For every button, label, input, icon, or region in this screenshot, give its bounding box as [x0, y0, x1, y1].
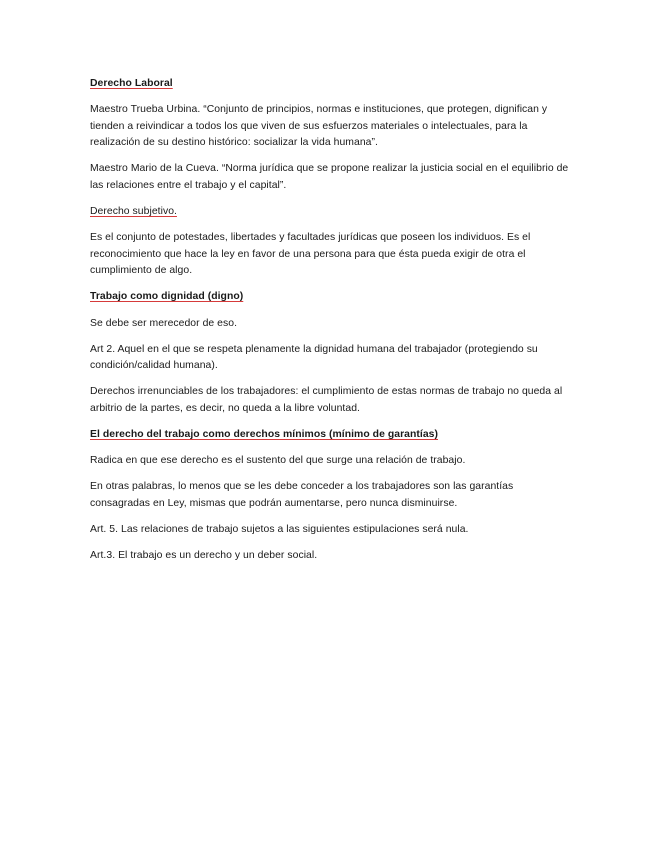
paragraph-trueba-urbina: Maestro Trueba Urbina. “Conjunto de principios, normas e instituciones, que protegen, dignifican y tienden a reivindicar a todos los que viven de sus esfuerzos materiales o intelectuales, para la realización de su destino histórico: socializar la vida humana”.	[90, 104, 548, 149]
paragraph-mario-de-la-cueva: Maestro Mario de la Cueva. “Norma jurídica que se propone realizar la justicia social en el equilibrio de las relaciones entre el trabajo y el capital”.	[90, 163, 569, 191]
heading-trabajo-dignidad: Trabajo como dignidad (digno)	[90, 291, 244, 303]
paragraph-radica: Radica en que ese derecho es el sustento del que surge una relación de trabajo.	[90, 455, 466, 467]
paragraph-art-2: Art 2. Aquel en el que se respeta plenamente la dignidad humana del trabajador (protegiendo su condición/calidad humana).	[90, 343, 538, 372]
paragraph-merecedor: Se debe ser merecedor de eso.	[90, 317, 238, 329]
document-page	[90, 76, 570, 574]
paragraph-art-3: Art.3. El trabajo es un derecho y un deber social.	[90, 549, 318, 561]
paragraph-derechos-irrenunciables: Derechos irrenunciables de los trabajadores: el cumplimiento de estas normas de trabajo no queda al arbitrio de la partes, es decir, no queda a la libre voluntad.	[90, 386, 563, 414]
heading-derecho-laboral: Derecho Laboral	[90, 78, 173, 89]
paragraph-otras-palabras: En otras palabras, lo menos que se les debe conceder a los trabajadores son las garantías consagradas en Ley, mismas que podrán aumentarse, pero nunca disminuirse.	[90, 481, 514, 509]
heading-derecho-subjetivo: Derecho subjetivo.	[90, 206, 177, 218]
paragraph-art-5: Art. 5. Las relaciones de trabajo sujetos a las siguientes estipulaciones será nula.	[90, 523, 469, 535]
heading-derechos-minimos: El derecho del trabajo como derechos mínimos (mínimo de garantías)	[90, 429, 439, 440]
paragraph-derecho-subjetivo: Es el conjunto de potestades, libertades y facultades jurídicas que poseen los individuos. Es el reconocimiento que hace la ley en favor de una persona para que ésta pueda exigir de otra el cumplimiento de algo.	[90, 232, 531, 277]
